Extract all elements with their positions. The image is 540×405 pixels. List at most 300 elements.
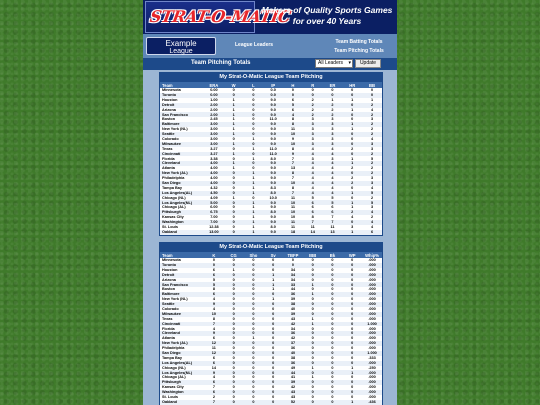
- stat-cell: 0: [272, 267, 275, 272]
- stat-cell: 40: [283, 351, 303, 356]
- stat-cell: 1.000: [362, 351, 382, 356]
- team-name-cell: Houston: [162, 267, 178, 272]
- stat-cell: 0: [303, 351, 323, 356]
- stat-cell: 1: [244, 200, 264, 205]
- stat-cell: 7: [291, 156, 294, 161]
- team-name-cell: Arizona: [162, 107, 176, 112]
- stat-cell: 0: [323, 93, 343, 98]
- stat-cell: 2: [362, 112, 382, 117]
- column-header[interactable]: IBB: [303, 252, 323, 258]
- stat-cell: 13: [290, 166, 296, 171]
- stat-cell: 11: [290, 225, 295, 230]
- team-name-cell: San Francisco: [160, 112, 204, 117]
- column-header[interactable]: WP: [342, 252, 362, 258]
- stat-cell: .000: [368, 395, 376, 400]
- stat-cell: 4: [283, 112, 303, 117]
- stat-cell: 10: [290, 215, 296, 220]
- stat-cell: 0: [351, 287, 354, 292]
- stat-cell: 7: [204, 400, 224, 405]
- stat-cell: 0: [351, 336, 354, 341]
- stat-cell: 0: [252, 307, 255, 311]
- team-name-cell: New York (AL): [160, 171, 204, 176]
- stat-cell: 0: [224, 322, 244, 327]
- stat-cell: 0: [323, 341, 343, 346]
- stat-cell: 0: [232, 346, 235, 351]
- stat-cell: 9.0: [263, 220, 283, 225]
- stat-cell: .000: [368, 267, 376, 272]
- stat-cell: 2: [362, 171, 382, 176]
- stat-cell: 2: [371, 166, 374, 171]
- stat-cell: 0: [351, 326, 354, 331]
- stat-cell: 7: [303, 220, 323, 225]
- stat-cell: 0: [244, 273, 264, 278]
- table-1-title: My Strat-O-Matic League Team Pitching: [160, 73, 382, 82]
- stat-cell: 9.0: [270, 127, 276, 132]
- stat-cell: 0: [244, 122, 264, 127]
- stat-cell: 6: [303, 210, 323, 215]
- stat-cell: 2.00: [204, 112, 224, 117]
- stat-cell: 36: [283, 331, 303, 336]
- stat-cell: 0.0: [263, 93, 283, 98]
- stat-cell: 0: [224, 400, 244, 405]
- leaders-filter-select[interactable]: [315, 59, 353, 68]
- stat-cell: 0: [351, 375, 354, 380]
- team-name-cell: Philadelphia: [162, 346, 185, 351]
- team-name-cell: Washington: [160, 220, 204, 225]
- stat-cell: 0: [244, 263, 264, 268]
- stat-cell: 0: [351, 316, 354, 321]
- stat-cell: 1: [311, 316, 314, 321]
- stat-cell: 7.00: [204, 220, 224, 225]
- stat-cell: 1: [263, 282, 283, 287]
- stat-cell: 1: [252, 336, 255, 341]
- stat-cell: 10: [283, 132, 303, 137]
- strat-o-matic-logo[interactable]: [145, 1, 292, 33]
- stat-cell: 0: [224, 220, 244, 225]
- stat-cell: 0: [331, 395, 334, 400]
- team-name-cell: Milwaukee: [160, 312, 204, 317]
- stat-cell: 0: [232, 88, 235, 93]
- team-name-cell: Cincinnati: [160, 152, 204, 157]
- stat-cell: 7: [323, 220, 343, 225]
- stat-cell: 8: [212, 287, 215, 292]
- column-header[interactable]: Team: [160, 82, 204, 88]
- column-header[interactable]: HR: [342, 82, 362, 88]
- stat-cell: 1: [342, 370, 362, 375]
- column-header[interactable]: Sv: [263, 252, 283, 258]
- stat-cell: 0: [232, 316, 235, 321]
- stat-cell: 0: [252, 395, 255, 400]
- column-header[interactable]: Team: [160, 252, 204, 258]
- stat-cell: 0: [272, 326, 275, 331]
- stat-cell: 4: [323, 152, 343, 157]
- stat-cell: 0: [263, 380, 283, 385]
- stat-cell: 0: [272, 316, 275, 321]
- stat-cell: 0: [272, 375, 275, 380]
- stat-cell: 0: [224, 93, 244, 98]
- stat-cell: 0: [252, 326, 255, 331]
- stat-cell: 4.00: [210, 166, 218, 171]
- stat-cell: 3: [303, 122, 323, 127]
- stat-cell: 44: [290, 287, 296, 292]
- stat-cell: .000: [368, 277, 376, 282]
- stat-cell: 6: [212, 267, 215, 272]
- stat-cell: 1: [252, 185, 255, 190]
- stat-cell: 7: [331, 215, 334, 220]
- stat-cell: 0: [342, 142, 362, 147]
- column-header[interactable]: ER: [323, 82, 343, 88]
- stat-cell: 0: [351, 385, 354, 390]
- stat-cell: 1: [232, 97, 235, 102]
- team-name-cell: Tampa Bay: [162, 355, 182, 360]
- page-container: [143, 0, 397, 405]
- stat-cell: 10: [283, 142, 303, 147]
- stat-cell: 2: [371, 195, 374, 200]
- stat-cell: 0: [371, 88, 374, 93]
- stat-cell: 0: [224, 302, 244, 307]
- stat-cell: 1: [224, 112, 244, 117]
- stat-cell: 0: [331, 346, 334, 351]
- stat-cell: .000: [362, 341, 382, 346]
- stat-cell: 1: [232, 107, 235, 112]
- stat-cell: 3: [311, 137, 314, 141]
- stat-cell: 1: [371, 97, 374, 102]
- stat-cell: 5: [331, 195, 334, 200]
- team-name-cell: Washington: [160, 390, 204, 395]
- stat-cell: 0: [224, 273, 244, 278]
- stat-cell: 4: [212, 297, 215, 302]
- stat-cell: 6: [204, 273, 224, 278]
- stat-cell: .000: [362, 361, 382, 366]
- stat-cell: 0: [351, 267, 354, 272]
- stat-cell: 3.00: [210, 127, 218, 132]
- stat-cell: .000: [362, 273, 382, 278]
- stat-cell: 9.0: [270, 176, 276, 181]
- stat-cell: 34: [290, 267, 296, 272]
- stat-cell: 9: [291, 137, 294, 141]
- stat-cell: 8.0: [270, 156, 276, 161]
- stat-cell: .000: [368, 307, 376, 311]
- stat-cell: 2: [362, 161, 382, 166]
- stat-cell: 1: [252, 156, 255, 161]
- team-name-cell: Texas: [162, 146, 173, 151]
- stat-cell: 0: [252, 258, 255, 263]
- stat-cell: 6: [204, 361, 224, 366]
- stat-cell: 2: [311, 107, 314, 112]
- stat-cell: 1: [244, 210, 264, 215]
- stat-cell: .436: [362, 400, 382, 405]
- league-name-bottom: League: [169, 48, 193, 55]
- stat-cell: 0: [291, 258, 294, 263]
- stat-cell: 10: [283, 210, 303, 215]
- stat-cell: 8: [291, 185, 294, 190]
- stat-cell: 4: [303, 181, 323, 186]
- stat-cell: 0: [323, 380, 343, 385]
- stat-cell: 8: [283, 171, 303, 176]
- stat-cell: 0: [342, 390, 362, 395]
- stat-cell: 0: [244, 161, 264, 166]
- stat-cell: 0: [303, 331, 323, 336]
- stat-cell: 13: [323, 230, 343, 235]
- stat-cell: 3: [351, 225, 354, 230]
- team-name-cell: Chicago (NL): [162, 365, 186, 370]
- team-name-cell: Minnesota: [162, 88, 181, 93]
- stat-cell: 0: [252, 365, 255, 370]
- stat-cell: 0: [283, 263, 303, 268]
- stat-cell: 0: [232, 205, 235, 210]
- stat-cell: .000: [368, 385, 376, 390]
- stat-cell: .000: [368, 287, 376, 292]
- team-name-cell: Los Angeles(NL): [160, 200, 204, 205]
- update-button[interactable]: Update: [355, 59, 381, 68]
- stat-cell: 0: [244, 302, 264, 307]
- stat-cell: 0: [342, 132, 362, 137]
- stat-cell: 0: [252, 316, 255, 321]
- column-header[interactable]: W: [224, 82, 244, 88]
- stat-cell: 0: [224, 181, 244, 186]
- team-name-cell: Philadelphia: [162, 176, 185, 181]
- stat-cell: 2: [362, 122, 382, 127]
- stat-cell: 4.32: [210, 185, 218, 190]
- team-name-cell: Arizona: [162, 277, 176, 282]
- stat-cell: 3: [371, 117, 374, 122]
- filter-bar: [143, 58, 397, 70]
- stat-cell: 0: [351, 195, 354, 200]
- stat-cell: 5: [283, 103, 303, 108]
- team-name-cell: Pittsburgh: [160, 380, 204, 385]
- stat-cell: 4: [323, 171, 343, 176]
- stat-cell: 0: [244, 112, 264, 117]
- stat-cell: 0: [323, 282, 343, 287]
- stat-cell: 7.00: [210, 215, 218, 220]
- stat-cell: 0: [263, 302, 283, 307]
- stat-cell: 0: [323, 370, 343, 375]
- stat-cell: 0: [232, 375, 235, 380]
- stat-cell: 3.00: [204, 122, 224, 127]
- stat-cell: 5: [371, 156, 374, 161]
- stat-cell: 0: [224, 171, 244, 176]
- stat-cell: 3: [311, 156, 314, 161]
- stat-cell: 0: [311, 88, 314, 93]
- stat-cell: 0: [342, 103, 362, 108]
- stat-cell: 1: [351, 205, 354, 210]
- stat-cell: 0: [303, 370, 323, 375]
- stat-cell: 0: [263, 370, 283, 375]
- stat-cell: .333: [368, 355, 376, 360]
- stat-cell: 1: [263, 273, 283, 278]
- stat-cell: 9.0: [270, 215, 276, 220]
- stat-cell: 0: [323, 312, 343, 317]
- stat-cell: 0: [342, 263, 362, 268]
- team-name-cell: Toronto: [160, 93, 204, 98]
- stat-cell: 11: [330, 225, 335, 230]
- stat-cell: 0: [244, 361, 264, 366]
- stat-cell: 0: [331, 277, 334, 282]
- stat-cell: .000: [368, 326, 376, 331]
- stat-cell: 9.0: [263, 230, 283, 235]
- stat-cell: 0: [232, 287, 235, 292]
- stat-cell: 2: [311, 97, 314, 102]
- stat-cell: 0: [252, 346, 255, 351]
- stat-cell: 3.00: [204, 132, 224, 137]
- stat-cell: 43: [290, 316, 296, 321]
- stat-cell: 0: [263, 263, 283, 268]
- stat-cell: 2: [351, 176, 354, 181]
- stat-cell: 6: [204, 390, 224, 395]
- stat-cell: 0: [331, 88, 334, 93]
- stat-cell: 0: [351, 88, 354, 93]
- stat-cell: 0: [342, 171, 362, 176]
- stat-cell: 1: [224, 152, 244, 157]
- stat-cell: 34: [290, 326, 296, 331]
- league-name-button[interactable]: [146, 37, 216, 55]
- team-name-cell: Toronto: [160, 263, 204, 268]
- team-name-cell: Florida: [162, 326, 175, 331]
- stat-cell: 12.38: [209, 225, 219, 230]
- stat-cell: 1: [232, 117, 235, 122]
- stat-cell: 0: [232, 326, 235, 331]
- stat-cell: 1: [351, 365, 354, 370]
- stat-cell: 0: [252, 267, 255, 272]
- stat-cell: 34: [283, 273, 303, 278]
- stat-cell: 0: [303, 390, 323, 395]
- stat-cell: 2: [342, 181, 362, 186]
- nav-link-team-batting[interactable]: Team Batting Totals: [335, 39, 383, 45]
- stat-cell: 0: [224, 210, 244, 215]
- stat-cell: 0: [272, 355, 275, 360]
- stat-cell: 0: [342, 152, 362, 157]
- stat-cell: 3: [323, 132, 343, 137]
- stat-cell: 4: [311, 146, 314, 151]
- stat-cell: 3: [323, 142, 343, 147]
- stat-cell: 4: [362, 220, 382, 225]
- nav-link-league-leaders[interactable]: League Leaders: [235, 42, 274, 48]
- stat-cell: 0: [311, 355, 314, 360]
- team-name-cell: St. Louis: [162, 395, 179, 400]
- stat-cell: 5: [323, 200, 343, 205]
- stat-cell: 14: [211, 365, 216, 370]
- stat-cell: 0: [303, 341, 323, 346]
- stat-cell: 4: [303, 152, 323, 157]
- stat-cell: 0: [323, 302, 343, 307]
- stat-cell: 4: [331, 176, 334, 181]
- stat-cell: 4: [303, 161, 323, 166]
- team-name-cell: Oakland: [160, 230, 204, 235]
- stat-cell: 12: [204, 351, 224, 356]
- stat-cell: 8.0: [263, 210, 283, 215]
- stat-cell: 0: [224, 390, 244, 395]
- stat-cell: 11.0: [263, 152, 283, 157]
- league-name-top: Example: [165, 39, 197, 48]
- stat-cell: 4: [362, 210, 382, 215]
- stat-cell: 4: [323, 161, 343, 166]
- column-header[interactable]: Bk: [323, 252, 343, 258]
- stat-cell: 2: [323, 103, 343, 108]
- team-name-cell: Colorado: [162, 137, 179, 141]
- column-header[interactable]: IP: [263, 82, 283, 88]
- chevron-down-icon: ▾: [348, 60, 351, 66]
- team-pitching-table-panel-2: [159, 242, 383, 405]
- stat-cell: 1: [252, 215, 255, 220]
- column-header[interactable]: Sho: [244, 252, 264, 258]
- stat-cell: .000: [362, 380, 382, 385]
- stat-cell: 1: [244, 230, 264, 235]
- column-header[interactable]: Whip%: [362, 252, 382, 258]
- team-name-cell: Baltimore: [160, 122, 204, 127]
- stat-cell: 1: [224, 161, 244, 166]
- stat-cell: 0: [244, 312, 264, 317]
- nav-bar: [143, 34, 397, 58]
- stat-cell: 0: [232, 395, 235, 400]
- stat-cell: 1: [252, 176, 255, 181]
- stat-cell: 8.0: [270, 225, 276, 230]
- stat-cell: 0: [342, 93, 362, 98]
- stat-cell: 2: [323, 112, 343, 117]
- stat-cell: 0: [263, 400, 283, 405]
- stat-cell: 1: [232, 267, 235, 272]
- stat-cell: 3.00: [210, 137, 218, 141]
- team-name-cell: New York (AL): [160, 341, 204, 346]
- stat-cell: 38: [283, 302, 303, 307]
- stat-cell: 0: [323, 292, 343, 297]
- column-header[interactable]: K: [204, 252, 224, 258]
- stat-cell: 0: [232, 297, 235, 302]
- stat-cell: 33: [283, 282, 303, 287]
- stat-cell: 38: [290, 355, 296, 360]
- stat-cell: 0: [311, 287, 314, 292]
- stat-cell: 1.000: [362, 322, 382, 327]
- stat-cell: 5: [362, 191, 382, 196]
- team-name-cell: Seattle: [160, 302, 204, 307]
- column-header[interactable]: BB: [362, 82, 382, 88]
- stat-cell: 0: [224, 380, 244, 385]
- stat-cell: 2: [371, 215, 374, 220]
- stat-cell: 0: [232, 365, 235, 370]
- stat-cell: 0: [252, 166, 255, 171]
- team-name-cell: Los Angeles(AL): [160, 361, 204, 366]
- stat-cell: 0: [342, 112, 362, 117]
- team-name-cell: Kansas City: [162, 215, 184, 220]
- team-name-cell: Detroit: [160, 273, 204, 278]
- stat-cell: 0: [224, 370, 244, 375]
- column-header[interactable]: CG: [224, 252, 244, 258]
- nav-link-team-pitching[interactable]: Team Pitching Totals: [334, 48, 384, 54]
- stat-cell: 4: [212, 307, 215, 311]
- stat-cell: 1: [351, 97, 354, 102]
- team-name-cell: Chicago (NL): [162, 195, 186, 200]
- stat-cell: 0: [272, 365, 275, 370]
- stat-cell: 0: [323, 361, 343, 366]
- stat-cell: 2: [371, 127, 374, 132]
- stat-cell: 4: [331, 185, 334, 190]
- stat-cell: 49: [290, 365, 296, 370]
- stat-cell: 34: [290, 277, 296, 282]
- stat-cell: 0: [351, 355, 354, 360]
- column-header[interactable]: R: [303, 82, 323, 88]
- column-header[interactable]: TBFP: [283, 252, 303, 258]
- stat-cell: .250: [368, 365, 376, 370]
- stat-cell: 0: [263, 390, 283, 395]
- stat-cell: 0: [244, 152, 264, 157]
- stat-cell: .000: [362, 331, 382, 336]
- stat-cell: .000: [362, 282, 382, 287]
- column-header[interactable]: L: [244, 82, 264, 88]
- column-header[interactable]: H: [283, 82, 303, 88]
- stat-cell: 0: [331, 316, 334, 321]
- column-header[interactable]: ERA: [204, 82, 224, 88]
- stat-cell: 0: [331, 336, 334, 341]
- stat-cell: 0: [351, 297, 354, 302]
